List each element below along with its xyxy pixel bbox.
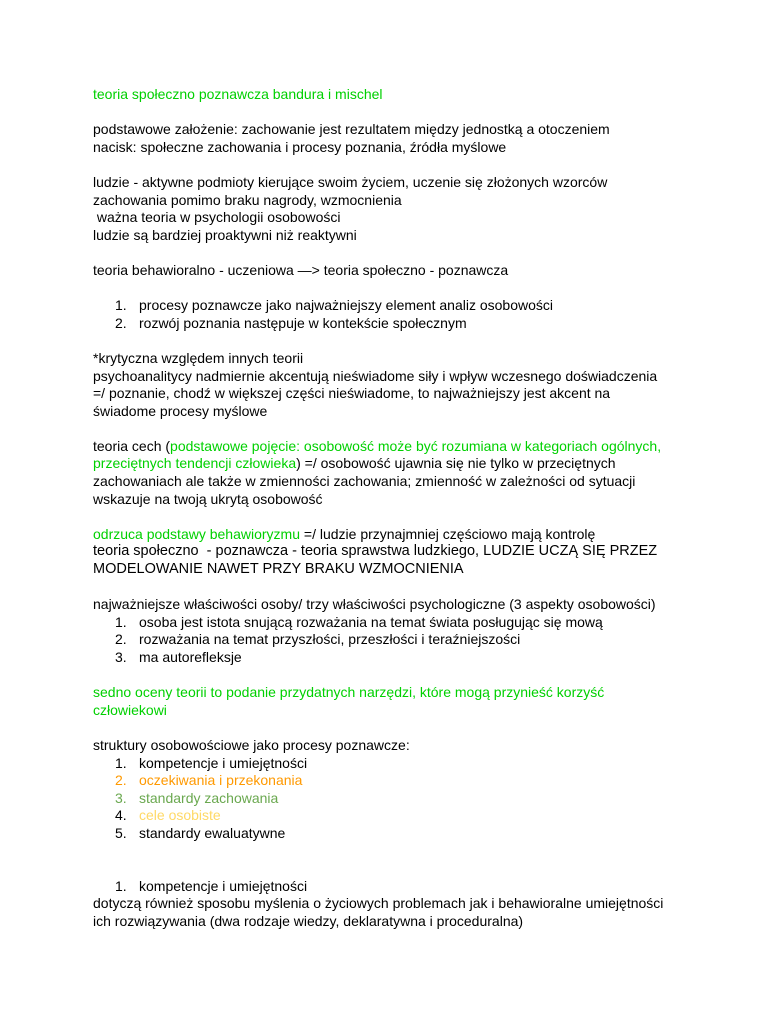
list-item <box>93 297 733 315</box>
spacer <box>93 579 733 597</box>
paragraph-line: ludzie są bardziej proaktywni niż reaktywni <box>93 226 357 243</box>
spacer <box>93 332 733 350</box>
text-run: ) =/ osobowość ujawnia się nie tylko w przeciętnych <box>296 455 616 472</box>
paragraph-line: ich rozwiązywania (dwa rodzaje wiedzy, deklaratywna i proceduralna) <box>93 912 524 929</box>
highlighted-text: podstawowe pojęcie: osobowość może być rozumiana w kategoriach ogólnych, <box>170 437 662 454</box>
list-item-text: rozwój poznania następuje w kontekście społecznym <box>139 314 467 331</box>
document-page <box>93 86 733 931</box>
spacer <box>93 860 733 878</box>
spacer <box>93 104 733 122</box>
paragraph-line: podstawowe założenie: zachowanie jest rezultatem między jednostką a otoczeniem <box>93 121 610 138</box>
paragraph-line: dotyczą również sposobu myślenia o życiowych problemach jak i behawioralne umiejętności <box>93 895 664 912</box>
list-item <box>93 631 733 649</box>
list-item <box>93 825 733 843</box>
paragraph-line: najważniejsze właściwości osoby/ trzy właściwości psychologiczne (3 aspekty osobowości) <box>93 596 656 613</box>
spacer <box>93 280 733 298</box>
spacer <box>93 719 733 737</box>
list-item-text: kompetencje i umiejętności <box>139 754 308 771</box>
list-item-text: osoba jest istota snującą rozważania na temat świata posługując się mową <box>139 613 603 630</box>
paragraph-line: nacisk: społeczne zachowania i procesy poznania, źródła myślowe <box>93 138 507 155</box>
spacer <box>93 843 733 861</box>
spacer <box>93 156 733 174</box>
list-item-text: ma autorefleksje <box>139 649 242 665</box>
highlighted-paragraph-line: człowiekowi <box>93 701 167 718</box>
list-number: 1. <box>115 297 127 314</box>
highlighted-paragraph-line: sedno oceny teorii to podanie przydatnych narzędzi, które mogą przynieść korzyść <box>93 684 605 701</box>
list-item-text: oczekiwania i przekonania <box>139 772 303 789</box>
paragraph-line <box>93 526 733 544</box>
spacer <box>93 244 733 262</box>
paragraph-line: świadome procesy myślowe <box>93 402 268 419</box>
list-number: 2. <box>115 314 127 331</box>
paragraph-line: ludzie - aktywne podmioty kierujące swoim życiem, uczenie się złożonych wzorców <box>93 173 608 190</box>
list-item-text: kompetencje i umiejętności <box>139 877 308 894</box>
list-item-text: standardy ewaluatywne <box>139 824 286 841</box>
paragraph-line: teoria społeczno - poznawcza - teoria sprawstwa ludzkiego, LUDZIE UCZĄ SIĘ PRZEZ <box>93 543 658 560</box>
paragraph-line <box>93 438 733 456</box>
list-number: 1. <box>115 754 127 771</box>
spacer <box>93 420 733 438</box>
list-number: 4. <box>115 807 127 824</box>
highlighted-text: przeciętnych tendencji człowieka <box>93 455 297 472</box>
list-item <box>93 649 733 667</box>
paragraph-line: zachowania pomimo braku nagrody, wzmocnienia <box>93 191 402 208</box>
list-number: 3. <box>115 789 127 806</box>
paragraph-line: MODELOWANIE NAWET PRZY BRAKU WZMOCNIENIA <box>93 561 464 578</box>
document-title: teoria społeczno poznawcza bandura i mischel <box>93 86 383 102</box>
list-item-text: rozważania na temat przyszłości, przeszłości i teraźniejszości <box>139 631 521 648</box>
spacer <box>93 508 733 526</box>
list-item <box>93 807 733 825</box>
list-item <box>93 315 733 333</box>
list-item-text: standardy zachowania <box>139 789 279 806</box>
paragraph-line: wskazuje na twoją ukrytą osobowość <box>93 490 323 507</box>
spacer <box>93 667 733 685</box>
text-run: teoria cech ( <box>93 437 171 454</box>
list-item <box>93 790 733 808</box>
highlighted-text: odrzuca podstawy behawioryzmu <box>93 525 300 542</box>
list-item <box>93 878 733 896</box>
paragraph-line: psychoanalitycy nadmiernie akcentują nieświadome siły i wpływ wczesnego doświadczenia <box>93 367 658 384</box>
paragraph-line: ważna teoria w psychologii osobowości <box>93 209 341 226</box>
list-item <box>93 614 733 632</box>
paragraph-line: =/ poznanie, chodź w większej części nieświadome, to najważniejszy jest akcent na <box>93 385 611 402</box>
text-run: =/ ludzie przynajmniej częściowo mają kontrolę <box>300 525 596 542</box>
paragraph-line: teoria behawioralno - uczeniowa —> teoria społeczno - poznawcza <box>93 261 509 278</box>
list-number: 1. <box>115 877 127 894</box>
list-item-text: procesy poznawcze jako najważniejszy element analiz osobowości <box>139 297 553 314</box>
list-item-text: cele osobiste <box>139 807 221 824</box>
list-number: 5. <box>115 824 127 841</box>
list-item <box>93 772 733 790</box>
paragraph-line: zachowaniach ale także w zmienności zachowania; zmienność w zależności od sytuacji <box>93 473 636 490</box>
list-number: 2. <box>115 772 127 789</box>
list-number: 3. <box>115 649 127 665</box>
list-number: 1. <box>115 613 127 630</box>
paragraph-line <box>93 455 733 473</box>
paragraph-line: *krytyczna względem innych teorii <box>93 349 304 366</box>
list-number: 2. <box>115 631 127 648</box>
paragraph-line: struktury osobowościowe jako procesy poznawcze: <box>93 736 410 753</box>
list-item <box>93 755 733 773</box>
